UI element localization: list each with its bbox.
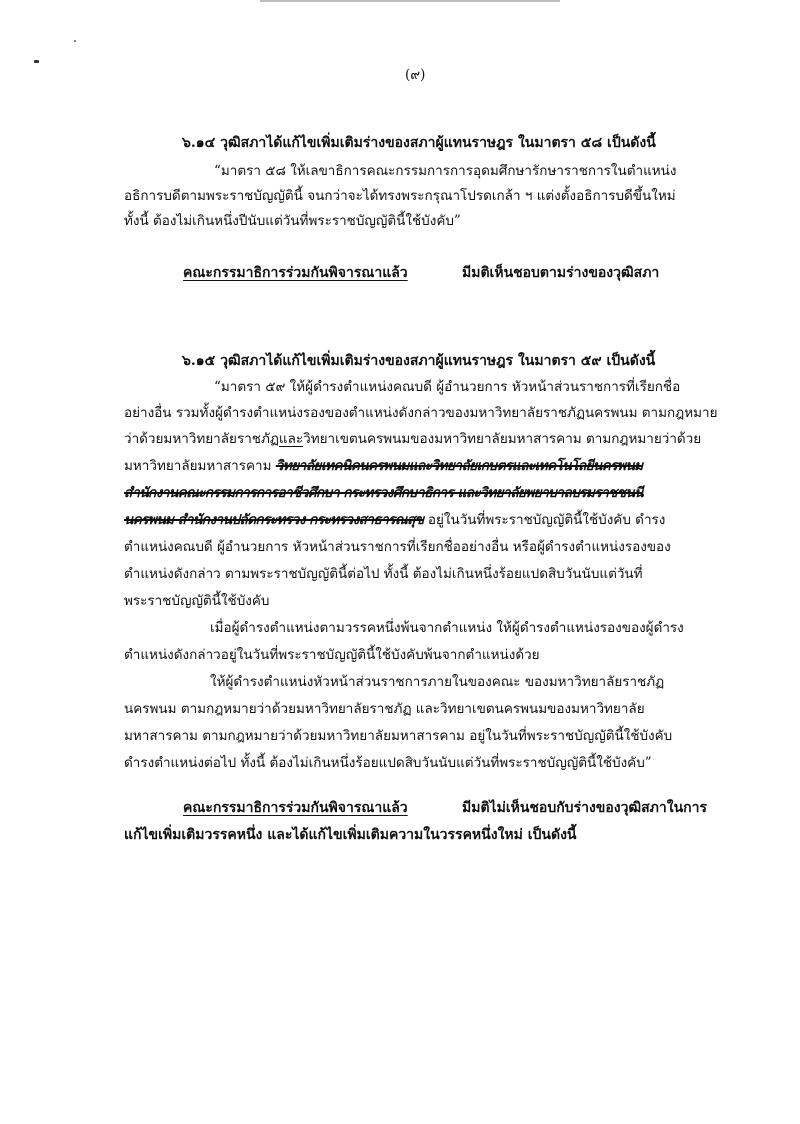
section-6-14-line: อธิการบดีตามพระราชบัญญัตินี้ จนกว่าจะได้ทรงพระกรุณาโปรดเกล้า ฯ แต่งตั้งอธิการบดีขึ้นใหม่ [124, 188, 676, 204]
section-6-15-line: ตำแหน่งดังกล่าว ตามพระราชบัญญัตินี้ต่อไป ทั้งนี้ ต้องไม่เกินหนึ่งร้อยแปดสิบวันนับแต่วันที่ [124, 566, 643, 582]
text-span: ว่าด้วยมหาวิทยาลัยราชภัฏ [124, 431, 279, 447]
section-6-15-line [124, 430, 701, 448]
section-6-14-heading: ๖.๑๔ วุฒิสภาได้แก้ไขเพิ่มเติมร่างของสภาผู้แทนราษฎร ในมาตรา ๕๘ เป็นดังนี้ [182, 135, 656, 151]
scan-speck [34, 60, 39, 63]
section-6-15-line: “มาตรา ๕๙ ให้ผู้ดำรงตำแหน่งคณบดี ผู้อำนวยการ หัวหน้าส่วนราชการที่เรียกชื่อ [214, 379, 681, 395]
deleted-text: สำนักงานคณะกรรมการการอาชีวศึกษา กระทรวงศึกษาธิการ และวิทยาลัยพยาบาลบรมราชชนนี [124, 485, 644, 501]
committee-label: คณะกรรมาธิการร่วมกันพิจารณาแล้ว [183, 800, 408, 816]
inserted-word: และ [278, 431, 304, 447]
section-6-15-line: ตำแหน่งดังกล่าวอยู่ในวันที่พระราชบัญญัตินี้ใช้บังคับพ้นจากตำแหน่งด้วย [124, 647, 540, 663]
section-6-14-line: ทั้งนี้ ต้องไม่เกินหนึ่งปีนับแต่วันที่พระราชบัญญัตินี้ใช้บังคับ” [124, 213, 461, 229]
scan-speck [74, 40, 76, 42]
committee-label: คณะกรรมาธิการร่วมกันพิจารณาแล้ว [183, 265, 408, 281]
committee-resolution: มีมติไม่เห็นชอบกับร่างของวุฒิสภาในการ [462, 800, 707, 816]
section-6-15-line: พระราชบัญญัตินี้ใช้บังคับ [124, 593, 270, 609]
section-6-15-line: มหาสารคาม ตามกฎหมายว่าด้วยมหาวิทยาลัยมหาสารคาม อยู่ในวันที่พระราชบัญญัตินี้ใช้บังคับ [124, 728, 673, 744]
section-6-15-line: นครพนม ตามกฎหมายว่าด้วยมหาวิทยาลัยราชภัฏ และวิทยาเขตนครพนมของมหาวิทยาลัย [124, 701, 645, 717]
section-6-15-line: อย่างอื่น รวมทั้งผู้ดำรงตำแหน่งรองของตำแหน่งดังกล่าวของมหาวิทยาลัยราชภัฏนครพนม ตามกฎหมาย [124, 405, 718, 421]
section-6-14-line: “มาตรา ๕๘ ให้เลขาธิการคณะกรรมการการอุดมศึกษารักษาราชการในตำแหน่ง [214, 163, 677, 179]
committee-resolution: มีมติเห็นชอบตามร่างของวุฒิสภา [462, 265, 660, 281]
section-6-15-line: ตำแหน่งคณบดี ผู้อำนวยการ หัวหน้าส่วนราชการที่เรียกชื่ออย่างอื่น หรือผู้ดำรงตำแหน่งรองของ [124, 539, 671, 555]
text-span: อยู่ในวันที่พระราชบัญญัตินี้ใช้บังคับ ดำรง [427, 512, 666, 528]
page-number: (๙) [405, 67, 426, 83]
section-6-15-line [124, 457, 643, 475]
scan-edge-mark [260, 0, 560, 2]
text-span: มหาวิทยาลัยมหาสารคาม [124, 458, 272, 474]
text-span: วิทยาเขตนครพนมของมหาวิทยาลัยมหาสารคาม ตามกฎหมายว่าด้วย [303, 431, 702, 447]
committee-resolution: แก้ไขเพิ่มเติมวรรคหนึ่ง และได้แก้ไขเพิ่มเติมความในวรรคหนึ่งใหม่ เป็นดังนี้ [124, 827, 577, 843]
deleted-text: นครพนม สำนักงานปลัดกระทรวง กระทรวงสาธารณสุข [124, 512, 424, 528]
deleted-text: วิทยาลัยเทคนิคนครพนมและวิทยาลัยเกษตรและเทคโนโลยีนครพนม [275, 458, 643, 474]
section-6-15-line: ดำรงตำแหน่งต่อไป ทั้งนี้ ต้องไม่เกินหนึ่งร้อยแปดสิบวันนับแต่วันที่พระราชบัญญัตินี้ใช้บังคับ” [124, 755, 652, 771]
section-6-15-line: ให้ผู้ดำรงตำแหน่งหัวหน้าส่วนราชการภายในของคณะ ของมหาวิทยาลัยราชภัฏ [210, 674, 665, 690]
section-6-15-heading: ๖.๑๕ วุฒิสภาได้แก้ไขเพิ่มเติมร่างของสภาผู้แทนราษฎร ในมาตรา ๕๙ เป็นดังนี้ [182, 353, 656, 369]
section-6-15-line [124, 511, 665, 529]
section-6-15-line: เมื่อผู้ดำรงตำแหน่งตามวรรคหนึ่งพ้นจากตำแหน่ง ให้ผู้ดำรงตำแหน่งรองของผู้ดำรง [210, 620, 684, 636]
